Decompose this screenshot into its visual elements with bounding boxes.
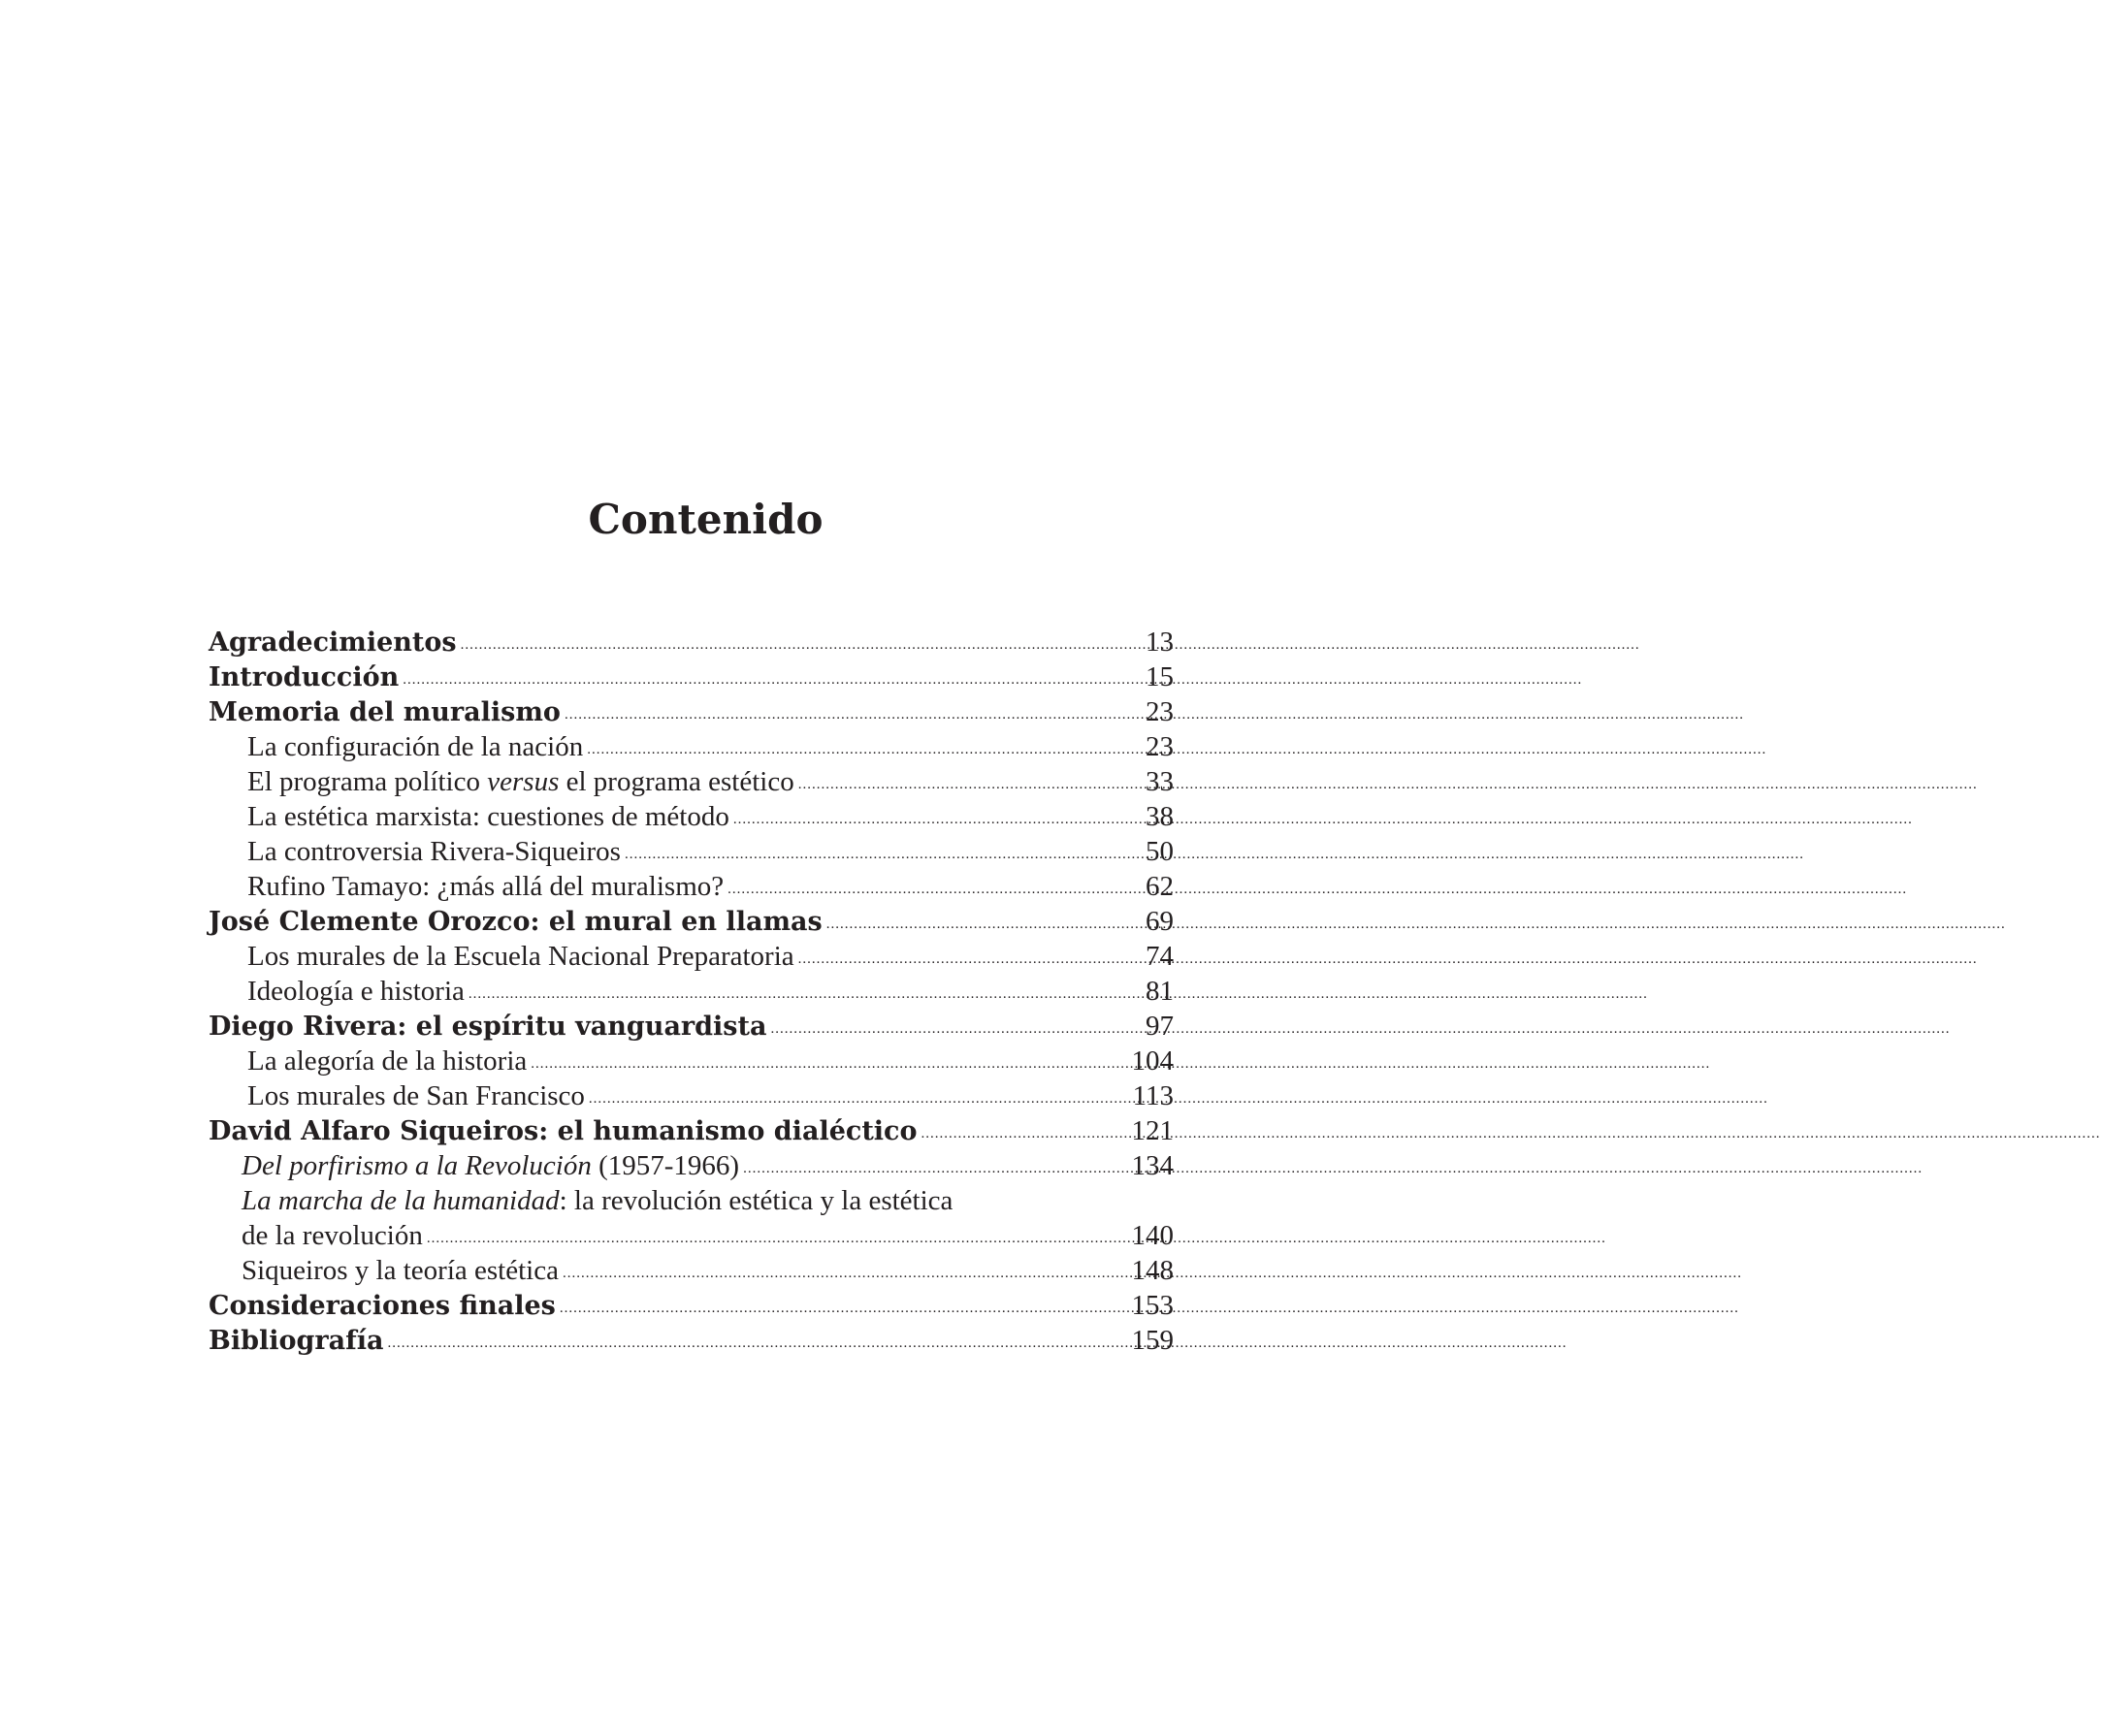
- toc-entry-title: Ideología e historia: [247, 976, 465, 1007]
- toc-page-number: 140: [1131, 1220, 1174, 1251]
- toc-entry-rivera[interactable]: [209, 1009, 1174, 1044]
- toc-page-number: 113: [1132, 1080, 1174, 1111]
- toc-page-number: 134: [1131, 1150, 1174, 1181]
- toc-entry-ideologia[interactable]: [209, 974, 1174, 1009]
- toc-page-number: 69: [1146, 906, 1174, 937]
- toc-entry-tamayo[interactable]: [209, 869, 1174, 904]
- toc-entry-title: de la revolución: [242, 1220, 423, 1251]
- toc-entry-title: Rufino Tamayo: ¿más allá del muralismo?: [247, 871, 725, 902]
- toc-entry-introduccion[interactable]: [209, 659, 1174, 694]
- toc-entry-configuracion[interactable]: [209, 729, 1174, 764]
- toc-entry-title: José Clemente Orozco: el mural en llamas: [209, 907, 823, 937]
- dot-leader: [469, 977, 1142, 1012]
- toc-page-number: 23: [1146, 731, 1174, 762]
- dot-leader: [560, 1291, 1128, 1326]
- dot-leader: [427, 1221, 1128, 1256]
- dot-leader: [770, 1012, 1142, 1046]
- toc-page-number: 104: [1131, 1045, 1174, 1077]
- toc-entry-estetica-marxista[interactable]: [209, 799, 1174, 834]
- toc-page-number: 23: [1146, 696, 1174, 727]
- toc-entry-siqueiros[interactable]: [209, 1113, 1174, 1148]
- dot-leader: [565, 697, 1142, 732]
- dot-leader: [625, 837, 1142, 872]
- dot-leader: [921, 1116, 1128, 1151]
- dot-leader: [461, 627, 1142, 662]
- page-title: Contenido: [588, 496, 824, 543]
- toc-title-text: el programa estético: [559, 766, 794, 797]
- dot-leader: [727, 872, 1142, 907]
- toc-page-number: 81: [1146, 976, 1174, 1007]
- toc-entry-title: Siqueiros y la teoría estética: [242, 1255, 559, 1286]
- toc-entry-porfirismo[interactable]: [209, 1148, 1174, 1183]
- toc-entry-title: Introducción: [209, 662, 400, 692]
- toc-entry-title: Agradecimientos: [209, 627, 457, 658]
- dot-leader: [589, 1081, 1129, 1116]
- dot-leader: [531, 1046, 1127, 1081]
- toc-entry-title: Memoria del muralismo: [209, 697, 561, 727]
- toc-page-number: 153: [1131, 1290, 1174, 1321]
- dot-leader: [387, 1326, 1127, 1361]
- dot-leader: [733, 802, 1142, 837]
- toc-title-text: : la revolución estética y la estética: [559, 1185, 954, 1216]
- dot-leader: [798, 942, 1142, 977]
- toc-page-number: 38: [1146, 801, 1174, 832]
- toc-entry-title: David Alfaro Siqueiros: el humanismo dialéctico: [209, 1116, 918, 1146]
- toc-page-number: 15: [1146, 661, 1174, 692]
- toc-page-number: 148: [1131, 1255, 1174, 1286]
- toc-page-number: 121: [1131, 1115, 1174, 1146]
- toc-entry-title: Diego Rivera: el espíritu vanguardista: [209, 1012, 767, 1042]
- table-of-contents: [209, 625, 1174, 1358]
- toc-entry-title: Consideraciones finales: [209, 1291, 556, 1321]
- toc-entry-bibliografia[interactable]: [209, 1323, 1174, 1358]
- toc-page-number: 97: [1146, 1011, 1174, 1042]
- dot-leader: [826, 907, 1142, 942]
- toc-entry-controversia[interactable]: [209, 834, 1174, 869]
- toc-title-text: (1957-1966): [591, 1150, 740, 1181]
- toc-page-number: 62: [1146, 871, 1174, 902]
- dot-leader: [587, 732, 1142, 767]
- toc-entry-orozco[interactable]: [209, 904, 1174, 939]
- toc-entry-title: La configuración de la nación: [247, 731, 584, 762]
- toc-entry-title: [242, 1148, 739, 1183]
- toc-entry-title: Bibliografía: [209, 1326, 384, 1356]
- toc-page-number: 50: [1146, 836, 1174, 867]
- dot-leader: [743, 1151, 1127, 1186]
- dot-leader: [403, 662, 1142, 697]
- toc-entry-title: La estética marxista: cuestiones de método: [247, 801, 729, 832]
- toc-entry-title: [242, 1183, 953, 1218]
- toc-page-number: 159: [1131, 1325, 1174, 1356]
- toc-page-number: 13: [1146, 627, 1174, 658]
- toc-entry-teoria[interactable]: [209, 1253, 1174, 1288]
- toc-title-italic: Del porfirismo a la Revolución: [242, 1150, 592, 1181]
- dot-leader: [563, 1256, 1128, 1291]
- toc-page-number: 33: [1146, 766, 1174, 797]
- toc-entry-memoria[interactable]: [209, 694, 1174, 729]
- toc-entry-title: Los murales de San Francisco: [247, 1080, 585, 1111]
- toc-entry-san-francisco[interactable]: [209, 1078, 1174, 1113]
- toc-title-text: El programa político: [247, 766, 488, 797]
- dot-leader: [798, 767, 1142, 802]
- toc-entry-consideraciones[interactable]: [209, 1288, 1174, 1323]
- toc-page-number: 74: [1146, 941, 1174, 972]
- toc-entry-title: Los murales de la Escuela Nacional Preparatoria: [247, 941, 794, 972]
- toc-entry-alegoria[interactable]: [209, 1044, 1174, 1078]
- toc-entry-murales-enp[interactable]: [209, 939, 1174, 974]
- toc-entry-marcha-line-2[interactable]: [209, 1218, 1174, 1253]
- toc-entry-agradecimientos[interactable]: [209, 625, 1174, 659]
- toc-title-italic: versus: [487, 766, 560, 797]
- toc-entry-programa[interactable]: [209, 764, 1174, 799]
- toc-title-italic: La marcha de la humanidad: [242, 1185, 560, 1216]
- toc-entry-marcha-line-1[interactable]: [209, 1183, 1174, 1218]
- toc-entry-title: [247, 764, 794, 799]
- toc-entry-title: La controversia Rivera-Siqueiros: [247, 836, 621, 867]
- toc-entry-title: La alegoría de la historia: [247, 1045, 528, 1077]
